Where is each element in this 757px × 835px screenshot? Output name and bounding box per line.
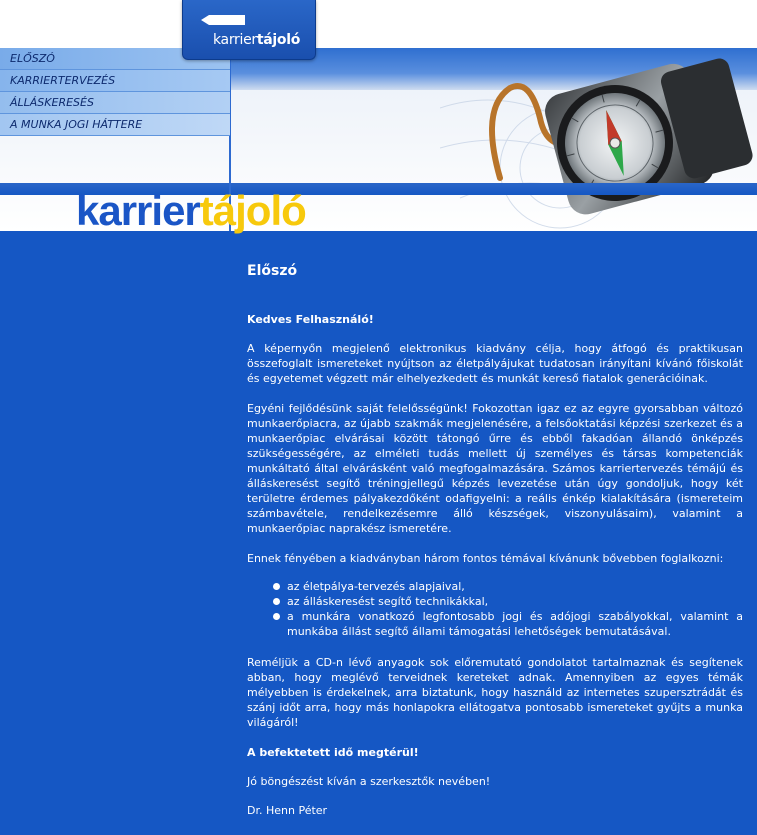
bullet-icon: [273, 613, 280, 620]
brand-title-part2: tájoló: [199, 187, 306, 234]
topic-list: [271, 579, 743, 639]
signature: Dr. Henn Péter: [247, 804, 328, 817]
brand-title-part1: karrier: [76, 187, 200, 234]
list-item: [271, 594, 743, 609]
paragraph-intro: A képernyőn megjelenő elektronikus kiadvány célja, hogy átfogó és praktikusan összefoglalt ismereteket nyújtson az életpályájukat tudatosan irányítani kívánó főiskolát és egyetemet végzett már elhelyezkedett és munkát kereső fiatalok generációinak.: [247, 342, 743, 385]
main-nav: [0, 48, 230, 138]
list-item: [271, 609, 743, 639]
list-item-text: az álláskeresést segítő technikákkal,: [287, 595, 489, 608]
bullet-icon: [273, 583, 280, 590]
logo-text-regular: karrier: [213, 32, 257, 48]
paragraph-closing: Reméljük a CD-n lévő anyagok sok előremutató gondolatot tartalmaznak és segítenek abban, hogy meglévő terveidnek kereteket adnak. Amennyiben az egyes témák mélyebben is érdekelnek, arra biztatunk, hogy használd az internetes szupersztrádát és szánj időt arra, hogy más honlapokra ellátogatva pontosabb ismereteket gyűjts a munka világáról!: [247, 656, 743, 729]
logo[interactable]: [182, 0, 316, 60]
wish: Jó böngészést kíván a szerkesztők nevében!: [247, 775, 491, 788]
motto: A befektetett idő megtérül!: [247, 746, 419, 759]
greeting: Kedves Felhasználó!: [247, 313, 374, 326]
list-item: [271, 579, 743, 594]
page-title: Előszó: [247, 263, 298, 279]
nav-item-eloszo[interactable]: ELŐSZÓ: [0, 48, 230, 70]
nav-item-allaskereses[interactable]: ÁLLÁSKERESÉS: [0, 92, 230, 114]
bullet-icon: [273, 598, 280, 605]
list-item-text: az életpálya-tervezés alapjaival,: [287, 580, 465, 593]
list-item-text: a munkára vonatkozó legfontosabb jogi és adójogi szabályokkal, valamint a munkába állást segítő állami támogatási lehetőségek bemutatásával.: [287, 610, 743, 638]
logo-text: [213, 32, 300, 48]
brand-title: [76, 187, 306, 234]
logo-text-bold: tájoló: [256, 32, 301, 48]
paragraph-topics: Ennek fényében a kiadványban három fontos témával kívánunk bővebben foglalkozni:: [247, 552, 724, 565]
main-content: [247, 262, 743, 832]
nav-item-munka-jogi-hattere[interactable]: A MUNKA JOGI HÁTTERE: [0, 114, 230, 136]
nav-item-karriertervezes[interactable]: KARRIERTERVEZÉS: [0, 70, 230, 92]
top-strip: [0, 0, 757, 48]
signpost-icon: [201, 14, 245, 26]
compass-photo: [440, 48, 757, 231]
paragraph-development: Egyéni fejlődésünk saját felelősségünk! Fokozottan igaz ez az egyre gyorsabban változó munkaerőpiacra, az újabb szakmák megjelenésére, a felsőoktatási képzési szerkezet és a munkaerőpiac elvárásai között tátongó űrre és ebből fakadóan állandó önképzés szükségességére, az elméleti tudás mellett új személyes és társas kompetenciák munkáltató által elvárásként való megfogalmazására. Számos karriertervezés témájú és álláskeresést segítő tréningjellegű képzés levezetése után úgy gondoljuk, hogy két területre érdemes pályakezdőként odafigyelni: a reális énkép kialakítására (ismereteim számbavétele, rendelkezésemre álló készségek, viszonyulásaim), valamint a munkaerőpiac naprakész ismeretére.: [247, 402, 743, 535]
